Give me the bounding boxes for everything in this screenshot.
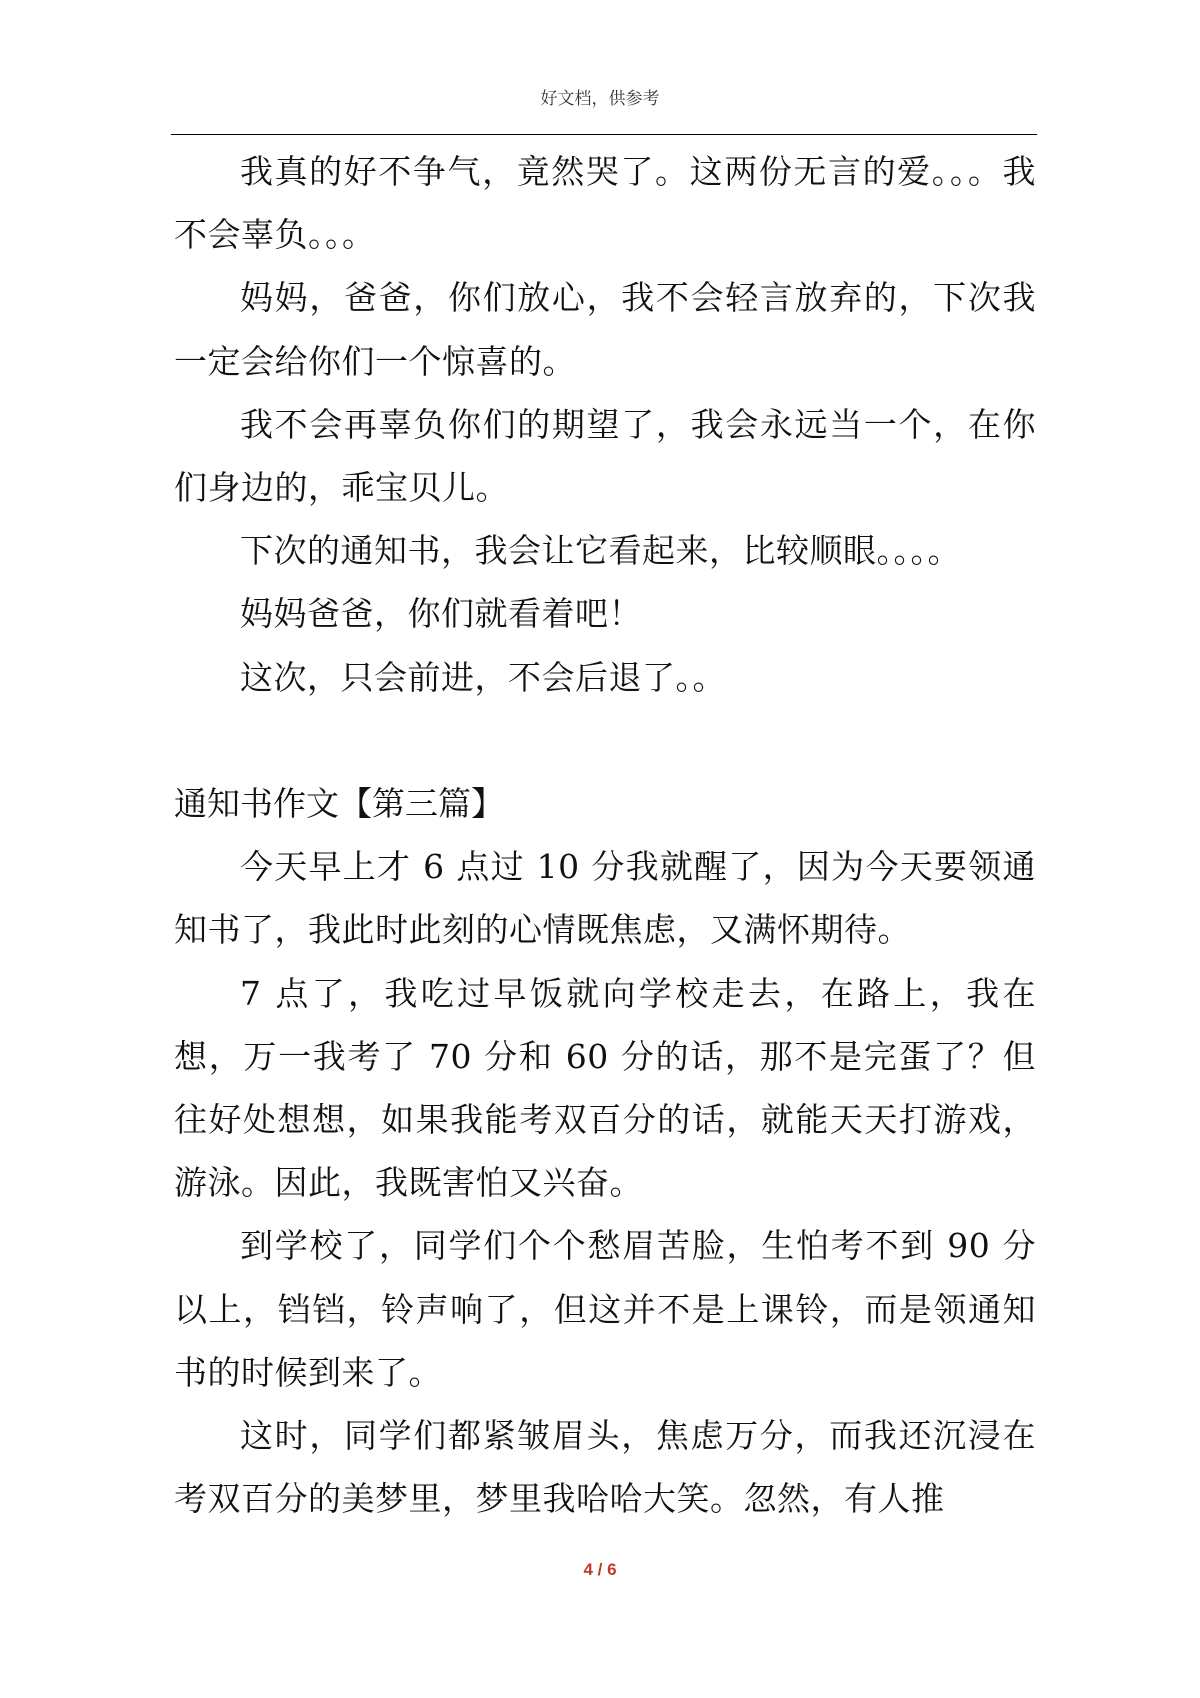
paragraph: 我真的好不争气，竟然哭了。这两份无言的爱。。。我不会辜负。。。 xyxy=(174,152,1036,255)
blank-line xyxy=(174,709,1036,772)
header-divider xyxy=(171,134,1037,135)
paragraph: 妈妈，爸爸，你们放心，我不会轻言放弃的，下次我一定会给你们一个惊喜的。 xyxy=(174,278,1036,381)
paragraph: 妈妈爸爸，你们就看着吧！ xyxy=(240,594,642,634)
page-number: 4 / 6 xyxy=(583,1560,617,1579)
paragraph: 这时，同学们都紧皱眉头，焦虑万分，而我还沉浸在考双百分的美梦里，梦里我哈哈大笑。忽然，有人推 xyxy=(174,1416,1036,1519)
paragraph: 我不会再辜负你们的期望了，我会永远当一个，在你们身边的，乖宝贝儿。 xyxy=(174,404,1036,508)
page-header: 好文档，供参考 xyxy=(540,89,660,109)
document-body xyxy=(174,140,1036,1530)
paragraph: 这次，只会前进，不会后退了。。 xyxy=(240,657,726,697)
paragraph: 下次的通知书，我会让它看起来，比较顺眼。。。。 xyxy=(240,531,961,571)
section-title: 通知书作文【第三篇】 xyxy=(174,784,504,824)
paragraph: 到学校了，同学们个个愁眉苦脸，生怕考不到 90 分以上，铛铛，铃声响了，但这并不是上课铃，而是领通知书的时候到来了。 xyxy=(174,1226,1036,1392)
paragraph: 7 点了，我吃过早饭就向学校走去，在路上，我在想，万一我考了 70 分和 60 分的话，那不是完蛋了？但往好处想想，如果我能考双百分的话，就能天天打游戏，游泳。因此，我既害怕又兴奋。 xyxy=(174,973,1036,1203)
paragraph: 今天早上才 6 点过 10 分我就醒了，因为今天要领通知书了，我此时此刻的心情既焦虑，又满怀期待。 xyxy=(174,847,1036,950)
